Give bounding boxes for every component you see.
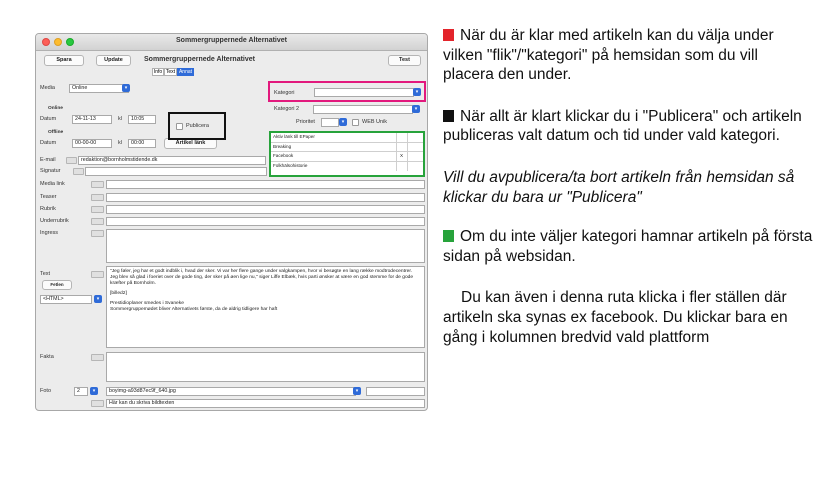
platform-row[interactable]: [271, 152, 423, 162]
web-unik-checkbox[interactable]: [352, 119, 359, 126]
prioritet-select[interactable]: [321, 118, 339, 127]
view-info-toggle[interactable]: Info: [153, 69, 163, 75]
platform-row[interactable]: [271, 143, 423, 153]
online-heading: Online: [48, 106, 63, 111]
text-area[interactable]: [106, 266, 425, 348]
field-tag: [91, 194, 104, 201]
field-tag: [91, 181, 104, 188]
text-paragraph: Prestidioplaner smedes i Svaneke: [110, 301, 184, 307]
chevron-down-icon[interactable]: ▾: [94, 295, 102, 303]
online-time-field[interactable]: 10:05: [128, 115, 156, 124]
platform-name: Breaking: [273, 143, 292, 149]
instruction-notes: [443, 26, 813, 369]
field-tag: [91, 206, 104, 213]
publicera-label: Publicera: [186, 123, 209, 129]
ingress-field[interactable]: [106, 229, 425, 263]
offline-time-field[interactable]: 00:00: [128, 139, 156, 148]
platform-row[interactable]: [271, 133, 423, 143]
media-link-field[interactable]: [106, 180, 425, 189]
media-link-label: Media link: [40, 181, 65, 187]
text-label: Text: [40, 271, 51, 277]
kategori2-select[interactable]: [313, 105, 413, 114]
web-unik-label: WEB Unik: [362, 119, 388, 125]
chevron-down-icon[interactable]: ▾: [339, 118, 347, 126]
field-tag: [91, 230, 104, 237]
foto-extra-field[interactable]: [366, 387, 425, 396]
format-select[interactable]: <HTML>: [40, 295, 92, 304]
window-title: Sommergruppernede Alternativet: [176, 37, 287, 44]
publicera-highlight-box: [168, 112, 226, 140]
kategori-label: Kategori: [274, 90, 295, 96]
app-window: [35, 33, 428, 411]
field-tag: [66, 157, 77, 164]
offline-datum-label: Datum: [40, 140, 57, 146]
platform-highlight-box: [269, 131, 425, 177]
foto-caption-field[interactable]: Här kan du skriva bildtexten: [106, 399, 425, 408]
kategori2-label: Kategori 2: [274, 106, 300, 112]
platform-mark-cell[interactable]: [396, 162, 406, 172]
online-date-field[interactable]: 24-11-13: [72, 115, 112, 124]
chevron-down-icon[interactable]: ▾: [122, 84, 130, 92]
teaser-field[interactable]: [106, 193, 425, 202]
spara-button[interactable]: Spara: [44, 55, 84, 66]
online-kl-label: kl: [118, 116, 122, 122]
platform-mark-cell[interactable]: X: [396, 152, 406, 161]
field-tag: [73, 168, 84, 175]
ingress-label: Ingress: [40, 230, 59, 236]
text-paragraph: [billed2]: [110, 291, 127, 297]
prioritet-label: Prioritet: [296, 119, 315, 125]
artikel-link-button[interactable]: Artikel länk: [164, 138, 217, 149]
red-note: När du är klar med artikeln kan du välja under vilken "flik"/"kategori" på hemsidan som du vill placera den under.: [443, 27, 774, 84]
underrubrik-label: Underrubrik: [40, 218, 69, 224]
platform-mark-cell[interactable]: [396, 143, 406, 152]
online-datum-label: Datum: [40, 116, 57, 122]
fakta-label: Fakta: [40, 354, 54, 360]
update-button[interactable]: Update: [96, 55, 131, 66]
kategori-select[interactable]: [314, 88, 414, 97]
email-label: E-mail: [40, 157, 56, 163]
test-button[interactable]: Test: [388, 55, 421, 66]
foto-file-select[interactable]: boyimg-a93d87ec9f_640.jpg: [106, 387, 356, 396]
green-square-icon: [443, 230, 454, 242]
platform-mark-cell[interactable]: [396, 133, 406, 142]
field-tag: [91, 354, 104, 361]
text-paragraph: "Jeg føler, jeg har et godt indblik i, hvad der sker. Vi var her flere gange under valgkampen, hvor vi besøgte en lang række modtrodecentrer. Jeg blev så glad i foeriet over de gode ting, der sker på øen lige nu," siger Liffe Elbæk, hvis parti ønsker at være en god stemme for de gode kræfter på Bornholm.: [110, 269, 414, 287]
signatur-field[interactable]: [85, 167, 267, 176]
format-button[interactable]: Fetlen: [42, 280, 72, 290]
text-paragraph: Sommergruppemødet bliver Alternativets første, da de aldrig tidligere har haft: [110, 307, 278, 313]
fakta-field[interactable]: [106, 352, 425, 382]
platform-name: Aktiv länk till EPaper: [273, 134, 315, 139]
chevron-down-icon[interactable]: ▾: [90, 387, 98, 395]
black-square-icon: [443, 110, 454, 122]
media-label: Media: [40, 85, 55, 91]
email-field[interactable]: redaktion@bornholmstidende.dk: [78, 156, 266, 165]
foto-label: Foto: [40, 388, 52, 394]
rubrik-field[interactable]: [106, 205, 425, 214]
chevron-down-icon[interactable]: ▾: [412, 105, 420, 113]
green-note: Om du inte väljer kategori hamnar artikeln på första sidan på websidan.: [443, 228, 813, 265]
view-annat-toggle[interactable]: Annat: [178, 69, 193, 75]
platform-row[interactable]: [271, 162, 423, 172]
foto-index-field[interactable]: 2: [74, 387, 88, 396]
chevron-down-icon[interactable]: ▾: [353, 387, 361, 395]
rubrik-label: Rubrik: [40, 206, 56, 212]
red-square-icon: [443, 29, 454, 41]
record-heading: Sommergruppernede Alternativet: [144, 56, 255, 63]
media-select[interactable]: Online: [69, 84, 129, 93]
underrubrik-field[interactable]: [106, 217, 425, 226]
field-tag: [91, 400, 104, 407]
chevron-down-icon[interactable]: ▾: [413, 88, 421, 96]
field-tag: [91, 218, 104, 225]
signatur-label: Signatur: [40, 168, 61, 174]
platform-name: Folkhälsohistorie: [273, 162, 308, 168]
platform-name: Facebook: [273, 153, 294, 158]
kategori-highlight-box: [268, 81, 426, 102]
field-tag: [91, 271, 104, 278]
offline-heading: Offline: [48, 130, 64, 135]
extra-note: Du kan även i denna ruta klicka i fler ställen där artikeln ska synas ex facebook. Du klickar bara en gång i kolumnen bredvid vald plattform: [443, 289, 788, 346]
italic-note: Vill du avpublicera/ta bort artikeln från hemsidan så klickar du bara ur "Publicera": [443, 168, 795, 206]
publicera-checkbox[interactable]: [176, 123, 183, 130]
teaser-label: Teaser: [40, 194, 57, 200]
title-bar: [36, 34, 427, 51]
view-text-toggle[interactable]: Text: [165, 69, 176, 75]
offline-date-field[interactable]: 00-00-00: [72, 139, 112, 148]
offline-kl-label: kl: [118, 140, 122, 146]
black-note: När allt är klart klickar du i "Publicera" och artikeln publiceras valt datum och tid under vald kategori.: [443, 107, 802, 145]
